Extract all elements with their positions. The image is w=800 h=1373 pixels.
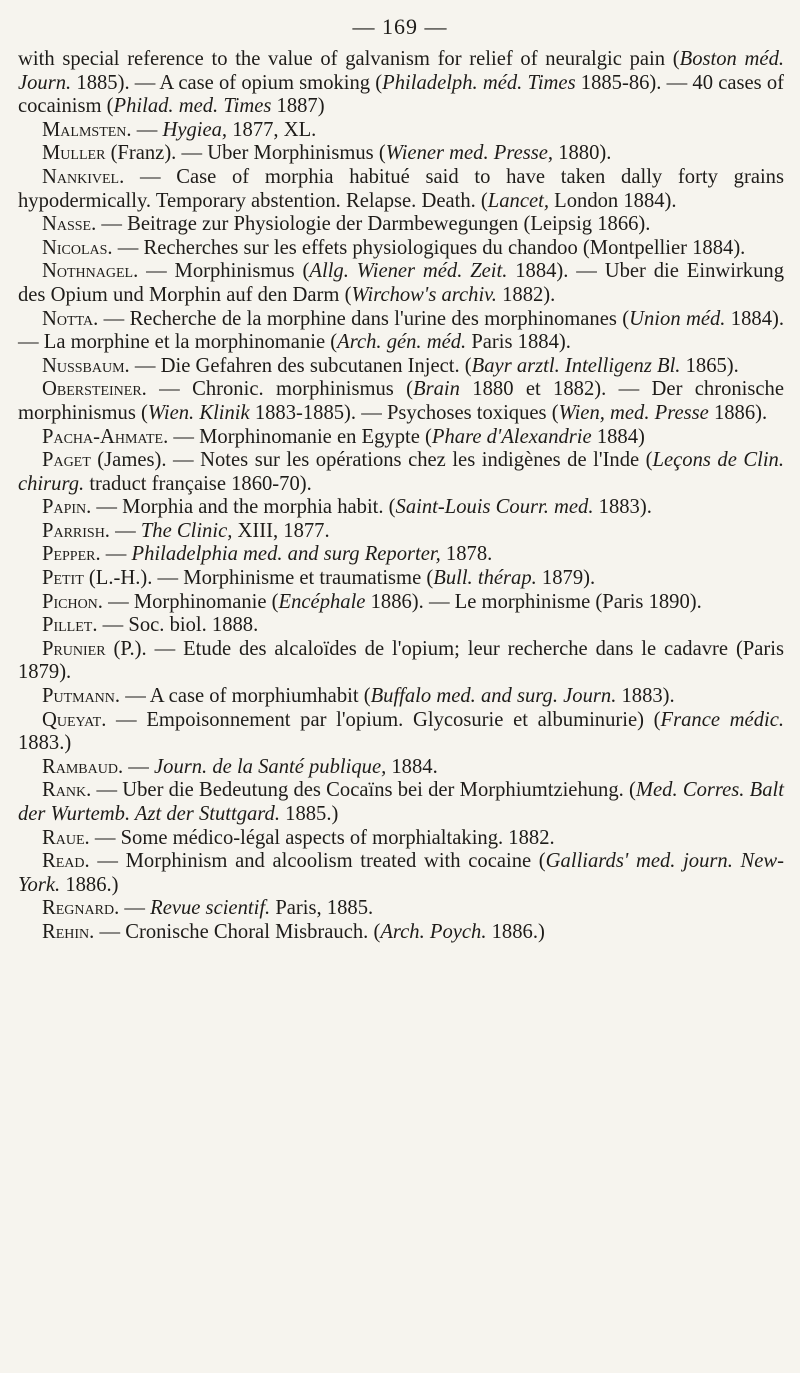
author-name: Queyat.	[42, 708, 107, 731]
bibliography-entry-muller	[18, 142, 784, 166]
bibliography-entry-raue	[18, 827, 784, 851]
bibliography-entry-petit	[18, 567, 784, 591]
entry-text: — Recherches sur les effets physiologiques du chandoo (Montpellier 1884).	[112, 236, 746, 259]
bibliography-entry-pichon	[18, 591, 784, 615]
author-name: Rambaud.	[42, 755, 124, 778]
journal-title: Buffalo med. and surg. Journ.	[370, 685, 617, 708]
entry-text: —	[131, 118, 163, 141]
author-name: Malmsten.	[42, 118, 132, 141]
journal-title: Journ. de la Santé publique,	[154, 755, 387, 778]
author-name: Read.	[42, 850, 90, 873]
author-name: Regnard.	[42, 897, 120, 920]
journal-title: The Clinic,	[140, 519, 233, 542]
journal-title: Union méd.	[629, 307, 726, 330]
entry-text: 1884)	[591, 425, 645, 448]
bibliography-entry-queyat	[18, 709, 784, 756]
author-name: Nasse.	[42, 213, 97, 236]
author-name: Nussbaum.	[42, 354, 130, 377]
bibliography-entry-nasse	[18, 213, 784, 237]
entry-text: traduct française 1860-70).	[84, 472, 312, 495]
entry-text: 1878.	[440, 543, 493, 566]
bibliography-entry-rank	[18, 779, 784, 826]
bibliography-entry-pillet	[18, 614, 784, 638]
entry-text: 1885). — A case of opium smoking (	[71, 71, 383, 94]
entry-text: (James). — Notes sur les opérations chez les indigènes de l'Inde (	[90, 449, 653, 472]
entry-text: 1880 et 1882). — Der chronische morphinismus (	[18, 378, 784, 424]
author-name: Pillet.	[42, 614, 98, 637]
entry-text: 1885.)	[280, 803, 339, 825]
author-name: Petit	[42, 567, 84, 590]
entry-text: 1887)	[271, 95, 325, 118]
author-name: Rehin.	[42, 920, 95, 943]
journal-title: Encéphale	[278, 590, 366, 613]
journal-title: Boston méd. Journ.	[18, 48, 785, 94]
entry-text: — Beitrage zur Physiologie der Darmbewegungen (Leipsig 1866).	[96, 213, 651, 236]
author-name: Muller	[42, 142, 106, 165]
entry-text: 1880).	[553, 142, 612, 165]
entry-text: — A case of morphiumhabit (	[120, 685, 371, 708]
author-name: Nicolas.	[42, 236, 113, 259]
entry-text: — Morphinomanie en Egypte (	[168, 425, 432, 448]
entry-text: 1884). — Uber die Einwirkung des Opium und Morphin auf den Darm (	[18, 260, 784, 306]
journal-title: Leçons de Clin. chirurg.	[18, 449, 784, 495]
entry-text: 1879).	[536, 567, 596, 590]
entry-text: — Morphinismus (	[138, 260, 310, 283]
entry-text: XIII, 1877.	[232, 519, 330, 542]
entry-text: 1883).	[593, 496, 652, 519]
entry-text: — Some médico-légal aspects of morphialtaking. 1882.	[89, 826, 555, 849]
entry-text: — Empoisonnement par l'opium. Glycosurie et albuminurie) (	[106, 708, 661, 731]
entry-text: London 1884).	[549, 189, 677, 212]
entry-text: 1883-1885). — Psychoses toxiques (	[249, 401, 559, 424]
journal-title: Arch. Poych.	[380, 920, 487, 943]
entry-text: —	[100, 543, 132, 566]
entry-text: 1884). — La morphine et la morphinomanie (	[18, 307, 784, 354]
journal-title: Med. Corres. Balt der Wurtemb. Azt der Stuttgard.	[18, 779, 784, 825]
journal-title: Brain	[413, 378, 460, 401]
journal-title: France médic.	[660, 708, 785, 731]
entry-text: — Morphinomanie (	[102, 590, 279, 613]
author-name: Paget	[42, 449, 91, 472]
journal-title: Hygiea,	[162, 118, 228, 141]
entry-text: 1883.)	[18, 732, 72, 755]
bibliography-entry-nothnagel	[18, 260, 784, 307]
entry-text: —	[109, 519, 141, 542]
entry-text: —	[119, 897, 151, 920]
author-name: Pacha-Ahmate.	[42, 425, 169, 448]
bibliography-entry-regnard	[18, 897, 784, 921]
bibliography-entry-parrish	[18, 520, 784, 544]
journal-title: Wiener med. Presse,	[385, 142, 554, 165]
entry-text: (Franz). — Uber Morphinismus (	[105, 142, 386, 165]
entry-text: 1886). — Le morphinisme (Paris 1890).	[365, 590, 702, 613]
journal-title: Philadelph. méd. Times	[382, 71, 576, 94]
journal-title: Philad. med. Times	[113, 95, 272, 118]
journal-title: Wirchow's archiv.	[351, 283, 497, 306]
journal-title: Arch. gén. méd.	[337, 331, 467, 354]
entry-text: 1865).	[680, 354, 739, 377]
entry-text: 1886.)	[60, 873, 119, 896]
bibliography-entry-malmsten	[18, 119, 784, 143]
journal-title: Wien, med. Presse	[558, 401, 709, 424]
bibliography-entry-pacha	[18, 426, 784, 450]
journal-title: Saint-Louis Courr. med.	[395, 496, 594, 519]
entry-text: with special reference to the value of galvanism for relief of neuralgic pain (	[18, 48, 680, 70]
bibliography-entry-prunier	[18, 638, 784, 685]
bibliography-entry-nankivel	[18, 166, 784, 213]
author-name: Pepper.	[42, 543, 101, 566]
author-name: Obersteiner.	[42, 378, 147, 401]
journal-title: Allg. Wiener méd. Zeit.	[309, 260, 508, 283]
author-name: Raue.	[42, 826, 90, 849]
bibliography-entry-pepper	[18, 543, 784, 567]
author-name: Parrish.	[42, 519, 110, 542]
entry-text: — Recherche de la morphine dans l'urine des morphinomanes (	[98, 307, 630, 330]
entry-text: — Die Gefahren des subcutanen Inject. (	[129, 354, 472, 377]
journal-title: Bull. thérap.	[433, 567, 537, 590]
entry-text: — Cronische Choral Misbrauch. (	[94, 920, 381, 943]
entry-text: — Soc. biol. 1888.	[97, 614, 259, 637]
bibliography-entry-papin	[18, 496, 784, 520]
journal-title: Wien. Klinik	[147, 401, 250, 424]
bibliography-entry-nussbaum	[18, 355, 784, 379]
page-number: — 169 —	[352, 14, 448, 39]
entry-text: — Chronic. morphinismus (	[146, 378, 414, 401]
entry-text: — Morphia and the morphia habit. (	[91, 496, 396, 519]
bibliography-entry-paget	[18, 449, 784, 496]
journal-title: Lancet,	[487, 189, 549, 212]
entry-text: (L.-H.). — Morphinisme et traumatisme (	[83, 567, 434, 590]
entry-text: 1883).	[616, 685, 675, 708]
entry-text: Paris 1884).	[466, 331, 571, 354]
bibliography-entry-obersteiner	[18, 378, 784, 425]
entry-text: —	[123, 755, 155, 778]
entry-text: 1886.)	[486, 920, 545, 943]
author-name: Nankivel.	[42, 165, 125, 188]
journal-title: Bayr arztl. Intelligenz Bl.	[471, 354, 681, 377]
author-name: Prunier	[42, 637, 106, 660]
bibliography-list	[18, 48, 784, 945]
entry-text: 1884.	[386, 755, 438, 778]
bibliography-entry-rambaud	[18, 756, 784, 780]
author-name: Putmann.	[42, 685, 121, 708]
entry-text: 1877, XL.	[227, 118, 317, 141]
bibliography-entry-read	[18, 850, 784, 897]
entry-text: (P.). — Etude des alcaloïdes de l'opium; leur recherche dans le cadavre (Paris 1879).	[18, 637, 784, 684]
journal-title: Revue scientif.	[150, 897, 271, 920]
author-name: Papin.	[42, 496, 92, 519]
journal-title: Phare d'Alexandrie	[431, 425, 592, 448]
entry-text: 1882).	[496, 283, 556, 306]
bibliography-entry-nicolas	[18, 237, 784, 261]
author-name: Nothnagel.	[42, 260, 139, 283]
entry-text: 1885-86). — 40 cases of cocainism (	[18, 71, 784, 118]
bibliography-entry-notta	[18, 308, 784, 355]
author-name: Rank.	[42, 779, 92, 802]
entry-text: 1886).	[708, 401, 768, 424]
entry-text: — Uber die Bedeutung des Cocaïns bei der Morphiumtziehung. (	[91, 779, 636, 802]
journal-title: Galliards' med. journ. New-York.	[18, 850, 784, 896]
bibliography-entry-prev	[18, 48, 784, 119]
entry-text: Paris, 1885.	[270, 897, 374, 920]
bibliography-entry-rehin	[18, 921, 784, 945]
entry-text: — Case of morphia habitué said to have taken dally forty grains hypodermically. Temporary abstention. Relapse. Death. (	[18, 165, 784, 212]
author-name: Pichon.	[42, 590, 103, 613]
bibliography-entry-putmann	[18, 685, 784, 709]
author-name: Notta.	[42, 307, 99, 330]
entry-text: — Morphinism and alcoolism treated with cocaine (	[89, 850, 546, 873]
journal-title: Philadelphia med. and surg Reporter,	[131, 543, 441, 566]
